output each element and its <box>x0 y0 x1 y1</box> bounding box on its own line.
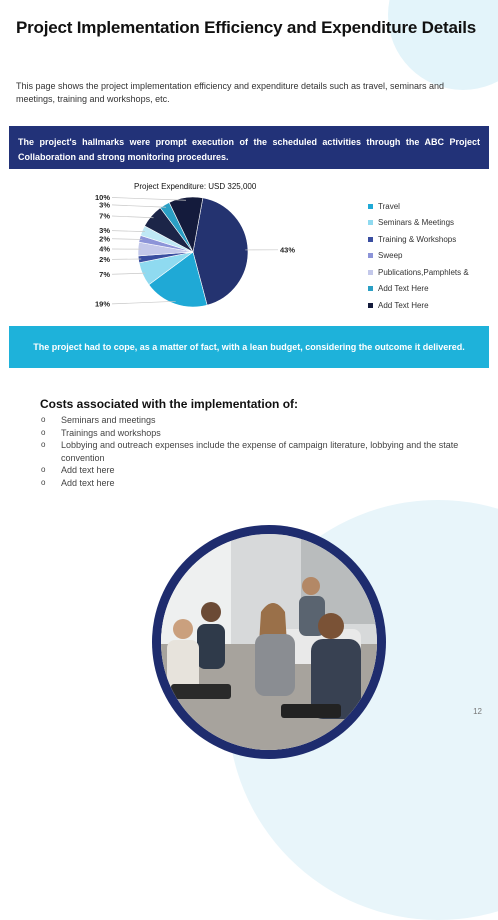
pie-slice <box>139 235 193 252</box>
pie-data-label: 10% <box>95 193 110 202</box>
pie-leader-line <box>112 239 142 240</box>
chart-title: Project Expenditure: USD 325,000 <box>134 182 256 191</box>
legend-label: Sweep <box>378 251 402 260</box>
pie-data-label: 4% <box>99 245 110 254</box>
costs-list <box>40 414 470 489</box>
legend-label: Add Text Here <box>378 301 429 310</box>
list-item <box>40 414 470 427</box>
legend-item <box>368 231 493 248</box>
pie-data-label: 2% <box>99 234 110 243</box>
legend-swatch <box>368 303 373 308</box>
pie-leader-line <box>112 197 186 200</box>
pie-leader-line <box>112 301 176 304</box>
list-item <box>40 439 470 464</box>
list-item-text: Trainings and workshops <box>61 428 161 438</box>
pie-data-label: 7% <box>99 270 110 279</box>
pie-slice <box>145 208 193 252</box>
page-title: Project Implementation Efficiency and Expenditure Details <box>16 18 476 38</box>
pie-leader-line <box>112 231 145 232</box>
list-item <box>40 477 470 490</box>
pie-leader-line <box>112 273 145 274</box>
highlight-banner-bottom-text: The project had to cope, as a matter of fact, with a lean budget, considering the outcome it delivered. <box>33 342 465 352</box>
bullet-icon: o <box>41 427 45 440</box>
legend-swatch <box>368 220 373 225</box>
legend-item <box>368 248 493 265</box>
chart-legend <box>368 198 493 314</box>
legend-label: Travel <box>378 202 400 211</box>
pie-leader-line <box>112 205 166 207</box>
legend-item <box>368 281 493 298</box>
pie-data-label: 43% <box>280 245 295 254</box>
pie-data-label: 2% <box>99 255 110 264</box>
pie-data-label: 3% <box>99 226 110 235</box>
decorative-circle-top <box>388 0 498 90</box>
legend-swatch <box>368 204 373 209</box>
highlight-banner-top: The project's hallmarks were prompt execution of the scheduled activities through the ABC Project Collaboration and strong monitoring procedures. <box>9 126 489 169</box>
highlight-banner-bottom <box>9 326 489 368</box>
meeting-photo <box>161 534 377 750</box>
intro-text: This page shows the project implementation efficiency and expenditure details such as travel, seminars and meetings, training and workshops, etc. <box>16 80 456 106</box>
list-item-text: Add text here <box>61 465 115 475</box>
bullet-icon: o <box>41 477 45 490</box>
legend-label: Publications,Pamphlets & <box>378 268 469 277</box>
legend-item <box>368 264 493 281</box>
costs-title: Costs associated with the implementation of: <box>40 397 298 411</box>
pie-slice <box>138 252 193 263</box>
page-number: 12 <box>473 707 482 716</box>
legend-item <box>368 297 493 314</box>
pie-leader-line <box>112 216 154 218</box>
pie-slice <box>141 226 193 252</box>
bullet-icon: o <box>41 464 45 477</box>
list-item <box>40 464 470 477</box>
pie-data-label: 7% <box>99 211 110 220</box>
legend-swatch <box>368 253 373 258</box>
bullet-icon: o <box>41 414 45 427</box>
pie-slice <box>138 242 193 256</box>
pie-data-label: 3% <box>99 200 110 209</box>
pie-slice <box>139 252 193 285</box>
legend-label: Add Text Here <box>378 284 429 293</box>
pie-slice <box>160 202 193 252</box>
pie-slice <box>169 197 203 252</box>
pie-data-label: 19% <box>95 299 110 308</box>
legend-item <box>368 198 493 215</box>
legend-label: Seminars & Meetings <box>378 218 454 227</box>
list-item <box>40 427 470 440</box>
pie-slice <box>149 252 207 307</box>
legend-swatch <box>368 237 373 242</box>
legend-item <box>368 215 493 232</box>
list-item-text: Lobbying and outreach expenses include the expense of campaign literature, lobbying and the state convention <box>61 440 458 463</box>
legend-label: Training & Workshops <box>378 235 456 244</box>
list-item-text: Seminars and meetings <box>61 415 156 425</box>
list-item-text: Add text here <box>61 478 115 488</box>
pie-slice <box>193 198 248 305</box>
legend-swatch <box>368 286 373 291</box>
legend-swatch <box>368 270 373 275</box>
bullet-icon: o <box>41 439 45 452</box>
